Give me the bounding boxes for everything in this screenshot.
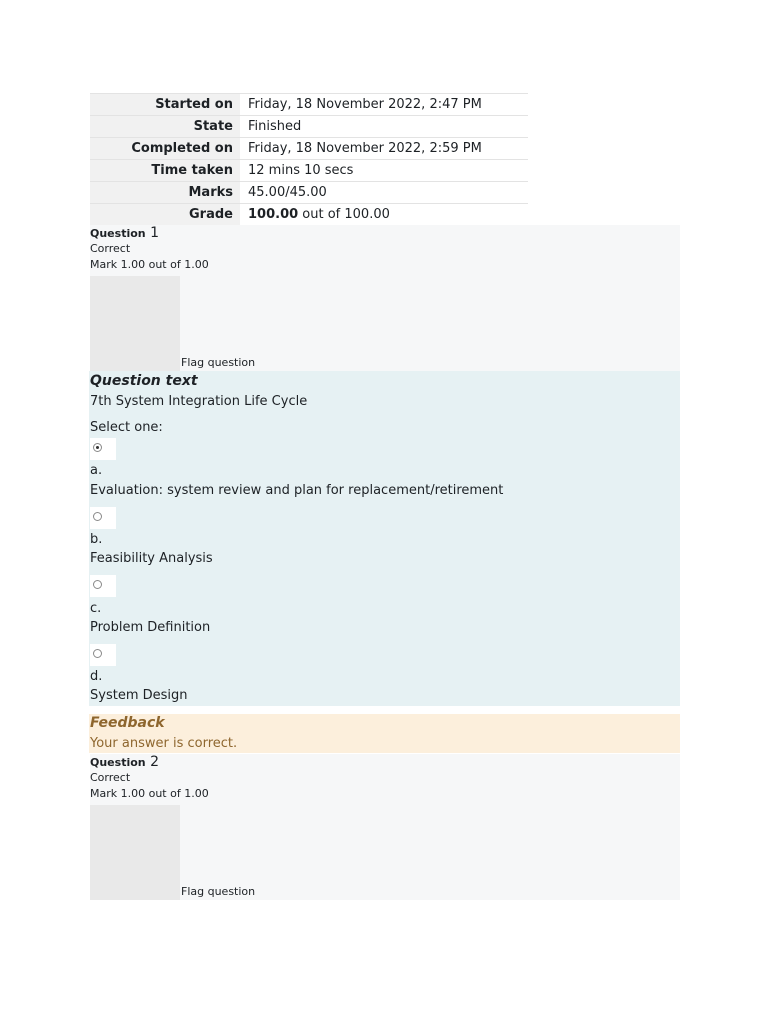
feedback-panel xyxy=(89,714,680,753)
summary-row-marks xyxy=(90,182,528,204)
question-text-panel xyxy=(89,371,680,706)
question-mark: Mark 1.00 out of 1.00 xyxy=(90,787,209,800)
grade-out-of: out of 100.00 xyxy=(298,207,390,222)
grade-value: 100.00 xyxy=(248,207,299,222)
option-a-radio-box[interactable] xyxy=(90,438,116,460)
flag-question-link[interactable]: Flag question xyxy=(181,885,256,898)
summary-label: Started on xyxy=(90,94,240,116)
summary-label: Marks xyxy=(90,182,240,204)
summary-row-completed xyxy=(90,138,528,160)
option-a-letter: a. xyxy=(90,463,103,478)
summary-value xyxy=(240,204,528,226)
question-state: Correct xyxy=(90,771,131,784)
option-b-letter: b. xyxy=(90,532,103,547)
summary-value: Friday, 18 November 2022, 2:47 PM xyxy=(240,94,528,116)
summary-label: State xyxy=(90,116,240,138)
question-mark: Mark 1.00 out of 1.00 xyxy=(90,258,209,271)
summary-row-state xyxy=(90,116,528,138)
feedback-heading: Feedback xyxy=(90,715,165,731)
option-b-radio[interactable] xyxy=(93,512,102,521)
question-number-value: 1 xyxy=(150,225,159,241)
option-b-radio-box[interactable] xyxy=(90,507,116,529)
question-number xyxy=(90,754,159,770)
question-word: Question xyxy=(90,227,146,240)
attempt-summary-table xyxy=(90,93,528,225)
option-a-text[interactable]: Evaluation: system review and plan for replacement/retirement xyxy=(90,483,504,498)
flag-question-icon[interactable] xyxy=(90,276,180,371)
option-c-radio-box[interactable] xyxy=(90,575,116,597)
summary-label: Grade xyxy=(90,204,240,226)
option-d-radio-box[interactable] xyxy=(90,644,116,666)
select-one-prompt: Select one: xyxy=(90,420,163,435)
summary-value: 45.00/45.00 xyxy=(240,182,528,204)
summary-value: 12 mins 10 secs xyxy=(240,160,528,182)
question-text-heading: Question text xyxy=(90,373,198,389)
question-word: Question xyxy=(90,756,146,769)
option-c-radio[interactable] xyxy=(93,580,102,589)
question-number xyxy=(90,225,159,241)
summary-row-started xyxy=(90,94,528,116)
flag-question-icon[interactable] xyxy=(90,805,180,900)
option-c-letter: c. xyxy=(90,601,102,616)
summary-row-time-taken xyxy=(90,160,528,182)
summary-label: Completed on xyxy=(90,138,240,160)
feedback-text: Your answer is correct. xyxy=(90,736,238,751)
summary-value: Friday, 18 November 2022, 2:59 PM xyxy=(240,138,528,160)
summary-row-grade xyxy=(90,204,528,226)
question-2-info xyxy=(90,754,680,900)
flag-question-link[interactable]: Flag question xyxy=(181,356,256,369)
option-a-radio[interactable] xyxy=(93,443,102,452)
question-state: Correct xyxy=(90,242,131,255)
option-d-radio[interactable] xyxy=(93,649,102,658)
question-text-body: 7th System Integration Life Cycle xyxy=(90,394,308,409)
option-b-text[interactable]: Feasibility Analysis xyxy=(90,551,213,566)
question-1-info xyxy=(90,225,680,371)
option-d-letter: d. xyxy=(90,669,103,684)
option-c-text[interactable]: Problem Definition xyxy=(90,620,211,635)
option-d-text[interactable]: System Design xyxy=(90,688,188,703)
summary-label: Time taken xyxy=(90,160,240,182)
summary-value: Finished xyxy=(240,116,528,138)
question-number-value: 2 xyxy=(150,754,159,770)
